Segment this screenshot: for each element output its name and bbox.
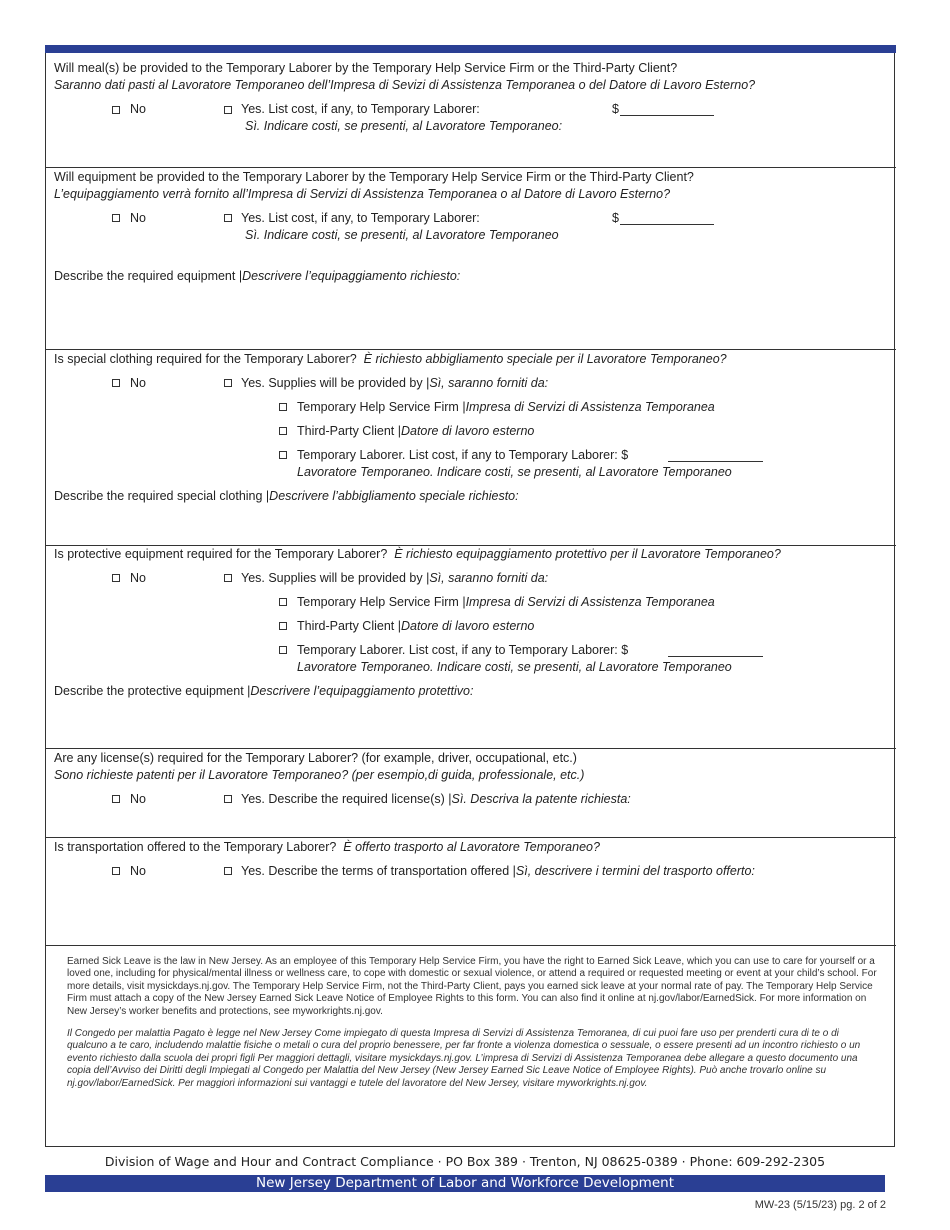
protective-describe-it: Descrivere l’equipaggiamento protettivo: [250,684,474,698]
protective-client-en: Third-Party Client | [297,619,401,633]
license-section [46,749,896,838]
protective-question-it: È richiesto equipaggiamento protettivo per il Lavoratore Temporaneo? [394,547,781,561]
equipment-no-checkbox[interactable] [112,214,120,222]
protective-laborer-label-it: Lavoratore Temporaneo. Indicare costi, se presenti, al Lavoratore Temporaneo [297,660,732,674]
clothing-laborer-checkbox[interactable] [279,451,287,459]
license-yes-label [241,792,631,807]
clothing-firm-checkbox[interactable] [279,403,287,411]
clothing-client-it: Datore di lavoro esterno [400,424,535,438]
meals-yes-label: Yes. List cost, if any, to Temporary Laborer: [241,102,480,116]
protective-laborer-label: Temporary Laborer. List cost, if any to Temporary Laborer: $ [297,643,629,657]
license-yes-it: Sì. Descriva la patente richiesta: [451,792,631,806]
clothing-firm-en: Temporary Help Service Firm | [297,400,466,414]
transport-section [46,838,896,946]
equipment-no-label: No [130,211,146,225]
top-accent-bar [45,45,896,53]
license-yes-en: Yes. Describe the required license(s) | [241,792,452,806]
equipment-yes-label-it: Sì. Indicare costi, se presenti, al Lavoratore Temporaneo [245,228,559,242]
clothing-describe-en: Describe the required special clothing | [54,489,270,503]
equipment-describe-label [54,269,460,284]
transport-yes-it: Sì, descrivere i termini del trasporto offerto: [515,864,755,878]
clothing-laborer-label-it: Lavoratore Temporaneo. Indicare costi, se presenti, al Lavoratore Temporaneo [297,465,732,479]
protective-client-it: Datore di lavoro esterno [400,619,535,633]
meals-section [46,53,896,168]
equipment-question: Will equipment be provided to the Temporary Laborer by the Temporary Help Service Firm or the Third-Party Client? [54,170,694,184]
clothing-client-checkbox[interactable] [279,427,287,435]
sick-leave-notice-it: Il Congedo per malattia Pagato è legge nel New Jersey Come impiegato di questa Impresa di Servizi di Assistenza Temoranea, di cui puoi fare uso per prenderti cura di te o di qualcuno a te caro, includendo malattie fisiche o metali o cura del proprio benessere, per far fronte a violenza domestica o sessuale, o essere presenti ad un incontro richiesto o un evento richiesto dalla scuola dei propri figli Per maggiori dettagli, visitare mysickdays.nj.gov. L’impresa di Servizi di Assistenza Temporanea debe allegare a questo documento una copia dell’Avviso dei Diritti degli Impiegati al Congedo per Malattia del New Jersey (New Jersey Earned Sic Leave Notice of Employee Rights). Può anche trovarlo online su nj.gov/labor/EarnedSick. Per maggiori informazioni sui vantaggi e tutele del lavoratore del New Jersey, visitare myworkrights.nj.gov. [67,1028,861,1089]
clothing-yes-label [241,376,548,391]
footer-address: Division of Wage and Hour and Contract Compliance · PO Box 389 · Trenton, NJ 08625-0389 · Phone: 609-292-2305 [104,1154,826,1169]
license-question-it: Sono richieste patenti per il Lavoratore Temporaneo? (per esempio,di guida, professionale, etc.) [54,768,585,782]
equipment-describe-en: Describe the required equipment | [54,269,243,283]
protective-no-label: No [130,571,146,585]
transport-question-en: Is transportation offered to the Temporary Laborer? [54,840,337,854]
equipment-describe-it: Descrivere l’equipaggiamento richiesto: [242,269,461,283]
protective-yes-label [241,571,548,586]
protective-section [46,546,896,749]
protective-client-checkbox[interactable] [279,622,287,630]
equipment-section [46,168,896,350]
transport-question-it: È offerto trasporto al Lavoratore Temporaneo? [343,840,600,854]
license-yes-checkbox[interactable] [224,795,232,803]
protective-no-checkbox[interactable] [112,574,120,582]
protective-question-en: Is protective equipment required for the Temporary Laborer? [54,547,388,561]
clothing-client-label [297,424,534,439]
clothing-client-en: Third-Party Client | [297,424,401,438]
protective-laborer-checkbox[interactable] [279,646,287,654]
protective-firm-label [297,595,715,610]
transport-yes-checkbox[interactable] [224,867,232,875]
transport-yes-en: Yes. Describe the terms of transportation offered | [241,864,516,878]
meals-no-checkbox[interactable] [112,106,120,114]
protective-firm-en: Temporary Help Service Firm | [297,595,466,609]
protective-yes-checkbox[interactable] [224,574,232,582]
license-no-label: No [130,792,146,806]
meals-no-label: No [130,102,146,116]
equipment-yes-label: Yes. List cost, if any, to Temporary Laborer: [241,211,480,225]
protective-client-label [297,619,534,634]
protective-yes-en: Yes. Supplies will be provided by | [241,571,430,585]
protective-firm-it: Impresa di Servizi di Assistenza Temporanea [465,595,715,609]
protective-yes-it: Sì, saranno forniti da: [429,571,549,585]
sick-leave-notice-en: Earned Sick Leave is the law in New Jersey. As an employee of this Temporary Help Service Firm, you have the right to Earned Sick Leave, which you can use to care for yourself or a loved one, including for physical/mental illness or wellness care, to cope with domestic or sexual violence, or attend a required or requested meeting or event at your child’s school. For more details, visit mysickdays.nj.gov. The Temporary Help Service Firm, not the Third-Party Client, pays you earned sick leave at your normal rate of pay. The Temporary Help Service Firm must attach a copy of the New Jersey Earned Sick Leave Notice of Employee Rights to this form. You can also find it online at nj.gov/labor/EarnedSick. For more information on New Jersey’s worker benefits and protections, see myworkrights.nj.gov. [67,956,877,1017]
clothing-section [46,350,896,546]
protective-question [54,547,781,562]
protective-cost-field[interactable] [668,644,763,657]
meals-cost-field[interactable] [620,103,714,116]
meals-question: Will meal(s) be provided to the Temporary Laborer by the Temporary Help Service Firm or the Third-Party Client? [54,61,678,75]
footer-department: New Jersey Department of Labor and Workforce Development [45,1175,885,1192]
clothing-firm-it: Impresa di Servizi di Assistenza Temporanea [465,400,715,414]
license-no-checkbox[interactable] [112,795,120,803]
form-id: MW-23 (5/15/23) pg. 2 of 2 [754,1199,886,1211]
clothing-laborer-label: Temporary Laborer. List cost, if any to Temporary Laborer: $ [297,448,629,462]
clothing-yes-en: Yes. Supplies will be provided by | [241,376,430,390]
clothing-describe-label [54,489,519,504]
meals-question-it: Saranno dati pasti al Lavoratore Temporaneo dell’Impresa di Sevizi di Assistenza Temporanea o del Datore di Lavoro Esterno? [54,78,756,92]
clothing-no-checkbox[interactable] [112,379,120,387]
protective-firm-checkbox[interactable] [279,598,287,606]
clothing-question-en: Is special clothing required for the Temporary Laborer? [54,352,357,366]
clothing-yes-it: Sì, saranno forniti da: [429,376,549,390]
meals-yes-checkbox[interactable] [224,106,232,114]
protective-describe-label [54,684,473,699]
equipment-question-it: L’equipaggiamento verrà fornito all’Impresa di Servizi di Assistenza Temporanea o al Datore di Lavoro Esterno? [54,187,671,201]
equipment-yes-checkbox[interactable] [224,214,232,222]
protective-describe-en: Describe the protective equipment | [54,684,251,698]
clothing-question-it: È richiesto abbigliamento speciale per il Lavoratore Temporaneo? [363,352,727,366]
form-frame [45,53,895,1147]
equipment-dollar-sign: $ [612,211,619,225]
equipment-cost-field[interactable] [620,212,714,225]
transport-no-checkbox[interactable] [112,867,120,875]
transport-no-label: No [130,864,146,878]
transport-yes-label [241,864,755,879]
transport-question [54,840,600,855]
clothing-yes-checkbox[interactable] [224,379,232,387]
clothing-firm-label [297,400,715,415]
meals-dollar-sign: $ [612,102,619,116]
clothing-no-label: No [130,376,146,390]
clothing-cost-field[interactable] [668,449,763,462]
license-question: Are any license(s) required for the Temporary Laborer? (for example, driver, occupational, etc.) [54,751,577,765]
meals-yes-label-it: Sì. Indicare costi, se presenti, al Lavoratore Temporaneo: [245,119,563,133]
clothing-describe-it: Descrivere l’abbigliamento speciale richiesto: [269,489,519,503]
clothing-question [54,352,727,367]
